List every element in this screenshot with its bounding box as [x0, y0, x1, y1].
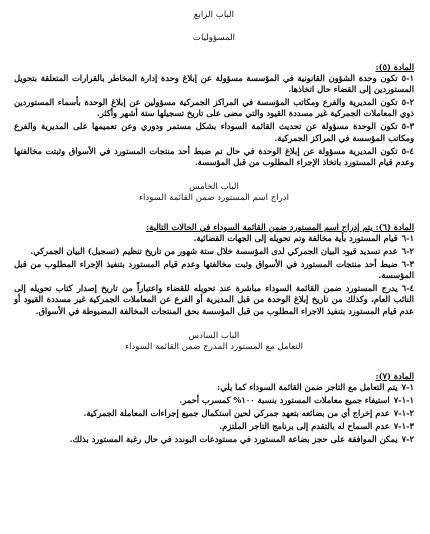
part6-article-heading: المادة (٧):: [375, 370, 414, 381]
part4-clause: [14, 97, 414, 119]
part5-article-label: المادة (٦):: [375, 221, 414, 232]
clause-number: ٢-٥: [401, 97, 414, 108]
part5-clause: [14, 246, 414, 257]
part6-clause: [14, 408, 414, 419]
clause-text: يمكن الموافقة على حجز بضاعة المستورد في مستودعات البوندد في حال رغبة المستورد بذلك.: [69, 434, 398, 445]
part4-clause: [14, 146, 414, 168]
clause-text: عدم إخراج أي من بضائعه بتعهد جمركي لحين استكمال جميع إجراءات المعاملة الجمركية.: [83, 407, 390, 418]
clause-text: تكون المديرية والفرع ومكاتب المؤسسة في المراكز الجمركية مسؤولين عن إبلاغ الوحدة بأسماء المستوردين ذوي المعاملات الجمركية غير مسددة القيود والتي مضى على تاريخ تسجيلها ستة أشهر وأكثر.: [14, 97, 414, 119]
clause-number: ١-٥: [401, 73, 414, 84]
part4-clause: [14, 73, 414, 95]
clause-number: ٤-٦: [401, 283, 414, 294]
part5-items: [14, 233, 414, 317]
part4-clause: [14, 121, 414, 143]
part6-items: [14, 382, 414, 445]
clause-number: ٣-٦: [401, 259, 414, 270]
part4-subtitle: المسؤوليات: [192, 33, 236, 43]
clause-number: ٣-٥: [401, 121, 414, 132]
clause-number: ١-١-٧: [393, 394, 414, 405]
clause-text: عدم السماح له بالتقدم إلى برنامج التاجر الملتزم.: [219, 420, 390, 431]
part5-clause: [14, 259, 414, 281]
clause-text: يدرج المستورد ضمن القائمة السوداء مباشرة عند تحويله للقضاء واعتباراً من تاريخ إصدار كتاب تحويله إلى النائب العام، وكذلك من تاريخ إبلاغ الوحدة من قبل المديرية أو الفرع عن المعاملات الجمركية غير مسددة القيود أو عدم قيام المستورد بتنفيذ الاجراء المطلوب من قبل المؤسسة بحق المنتجات المخالفة المضبوطة في الأسواق.: [14, 283, 414, 316]
clause-number: ٣-١-٧: [393, 420, 414, 431]
clause-text: قيام المستورد بأية مخالفة وتم تحويله إلى الجهات القضائية.: [193, 232, 398, 243]
part6-subtitle: التعامل مع المستورد المدرج ضمن القائمة السوداء: [125, 341, 303, 352]
clause-number: ٢-١-٧: [393, 407, 414, 418]
clause-number: ٢-٧: [401, 434, 414, 445]
part6-clause: [14, 434, 414, 445]
clause-text: تكون وحدة الشؤون القانونية في المؤسسة مسؤولة عن إبلاغ وحدة إدارة المخاطر بالقرارات المتعلقة بتحويل المستوردين إلى القضاء حال اتخاذها.: [14, 73, 414, 95]
part5-title: الباب الخامس: [189, 181, 239, 192]
part6-title: الباب السادس: [188, 330, 240, 341]
clause-text: عدم تسديد قيود البيان الجمركي لدى المؤسسة خلال ستة شهور من تاريخ تنظيم (تسجيل) البيان الجمركي.: [30, 246, 398, 257]
part4-title: الباب الرابع: [193, 10, 235, 20]
clause-text: يتم التعامل مع التاجر ضمن القائمة السوداء كما يلي:: [217, 381, 398, 392]
clause-text: تكون المديرية مسؤولة عن إبلاغ الوحدة في حال تم ضبط أحد منتجات المستورد في الأسواق وثبتت مخالفتها وعدم قيام المستورد باتخاذ الإجراء المطلوب من قبل المؤسسة.: [14, 145, 414, 167]
part5-subtitle: ادراج اسم المستورد ضمن القائمة السوداء: [138, 192, 290, 203]
part6-clause: [14, 421, 414, 432]
clause-number: ٤-٥: [401, 145, 414, 156]
part5-clause: [14, 283, 414, 316]
clause-number: ٢-٦: [401, 246, 414, 257]
clause-number: ١-٧: [401, 381, 414, 392]
part5-article-heading: [14, 222, 414, 233]
part4-article-heading: المادة (٥):: [375, 62, 414, 72]
clause-text: ضبط أحد منتجات المستورد في الأسواق وثبت مخالفتها وعدم قيام المستورد بتنفيذ الإجراء المطلوب من قبل المؤسسة.: [14, 259, 414, 281]
clause-text: تكون الوحدة مسؤولة عن تحديث القائمة السوداء بشكل مستمر ودوري وعن تعميمها على المديرية والفرع ومكاتب المؤسسة في المراكز الجمركية.: [14, 121, 414, 143]
part5-clause: [14, 233, 414, 244]
clause-number: ١-٦: [401, 232, 414, 243]
part5-lead: يتم إدراج اسم المستورد ضمن القائمة السوداء في الحالات التالية:: [146, 221, 373, 232]
clause-text: استيفاء جميع معاملات المستورد بنسبة ١٠٠% كمسرب أحمر.: [179, 394, 390, 405]
part6-clause: [14, 382, 414, 393]
part4-items: [14, 73, 414, 168]
part6-clause: [14, 395, 414, 406]
